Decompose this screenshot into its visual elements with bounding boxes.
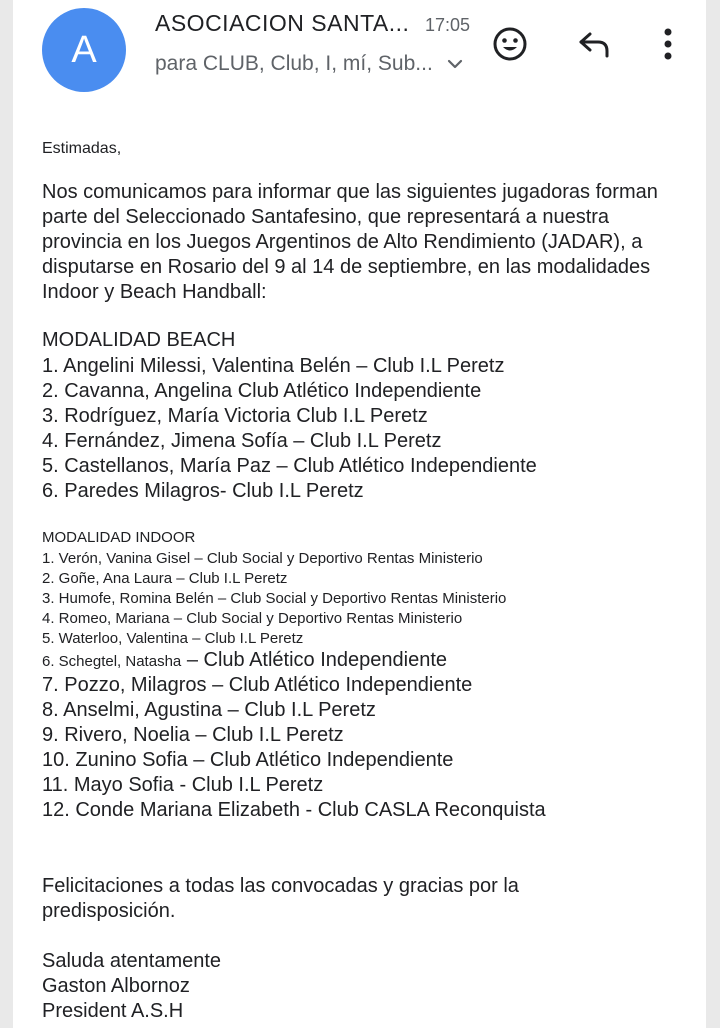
indoor-6-club: – Club Atlético Independiente <box>181 649 448 671</box>
list-item: 10. Zunino Sofia – Club Atlético Independiente <box>42 749 454 771</box>
list-item: 1. Verón, Vanina Gisel – Club Social y Deportivo Rentas Ministerio <box>42 550 483 567</box>
beach-list <box>42 354 702 504</box>
intro-paragraph: Nos comunicamos para informar que las siguientes jugadoras forman parte del Seleccionado Santafesino, que representará a nuestra provincia en los Juegos Argentinos de Alto Rendimiento (JADAR), a disputarse en Rosario del 9 al 14 de septiembre, en las modalidades Indoor y Beach Handball: <box>42 181 658 303</box>
indoor-6-name: 6. Schegtel, Natasha <box>42 653 182 670</box>
list-item: 8. Anselmi, Agustina – Club I.L Peretz <box>42 699 376 721</box>
list-item: 5. Castellanos, María Paz – Club Atlético Independiente <box>42 455 537 477</box>
more-options-button[interactable] <box>654 22 682 66</box>
more-vert-icon <box>663 27 673 61</box>
closing-paragraph: Felicitaciones a todas las convocadas y gracias por la predisposición. <box>42 875 519 922</box>
email-time: 17:05 <box>425 15 471 35</box>
signature-line: Saluda atentamente <box>42 950 222 972</box>
recipients-toggle[interactable] <box>155 52 463 76</box>
list-item: 6. Paredes Milagros- Club I.L Peretz <box>42 480 364 502</box>
indoor-title: MODALIDAD INDOOR <box>42 529 196 546</box>
list-item: 9. Rivero, Noelia – Club I.L Peretz <box>42 724 344 746</box>
list-item: 2. Goñe, Ana Laura – Club I.L Peretz <box>42 570 288 587</box>
add-reaction-button[interactable] <box>490 24 530 64</box>
list-item: 3. Humofe, Romina Belén – Club Social y Deportivo Rentas Ministerio <box>42 590 507 607</box>
greeting: Estimadas, <box>42 140 122 157</box>
signature-line: President A.S.H <box>42 1000 184 1022</box>
list-item: 4. Fernández, Jimena Sofía – Club I.L Peretz <box>42 430 442 452</box>
indoor-list-large <box>42 673 702 823</box>
avatar-letter: A <box>71 28 97 71</box>
signature-line: Gaston Albornoz <box>42 975 190 997</box>
list-item: 12. Conde Mariana Elizabeth - Club CASLA Reconquista <box>42 799 546 821</box>
chevron-down-icon <box>447 59 463 69</box>
emoji-icon <box>492 26 528 62</box>
indoor-list-small <box>42 549 702 649</box>
list-item: 7. Pozzo, Milagros – Club Atlético Independiente <box>42 674 473 696</box>
list-item <box>42 649 447 672</box>
list-item: 3. Rodríguez, María Victoria Club I.L Peretz <box>42 405 428 427</box>
reply-icon <box>576 29 612 59</box>
reply-button[interactable] <box>574 24 614 64</box>
list-item: 4. Romeo, Mariana – Club Social y Deportivo Rentas Ministerio <box>42 610 463 627</box>
list-item: 2. Cavanna, Angelina Club Atlético Independiente <box>42 380 482 402</box>
list-item: 1. Angelini Milessi, Valentina Belén – Club I.L Peretz <box>42 355 505 377</box>
list-item: 11. Mayo Sofia - Club I.L Peretz <box>42 774 324 796</box>
beach-title: MODALIDAD BEACH <box>42 329 236 351</box>
list-item: 5. Waterloo, Valentina – Club I.L Peretz <box>42 630 304 647</box>
sender-name[interactable]: ASOCIACION SANTA... <box>155 10 410 36</box>
sender-avatar[interactable] <box>42 8 126 92</box>
signature <box>42 949 702 1024</box>
recipients-text: para CLUB, Club, I, mí, Sub... <box>155 52 433 75</box>
